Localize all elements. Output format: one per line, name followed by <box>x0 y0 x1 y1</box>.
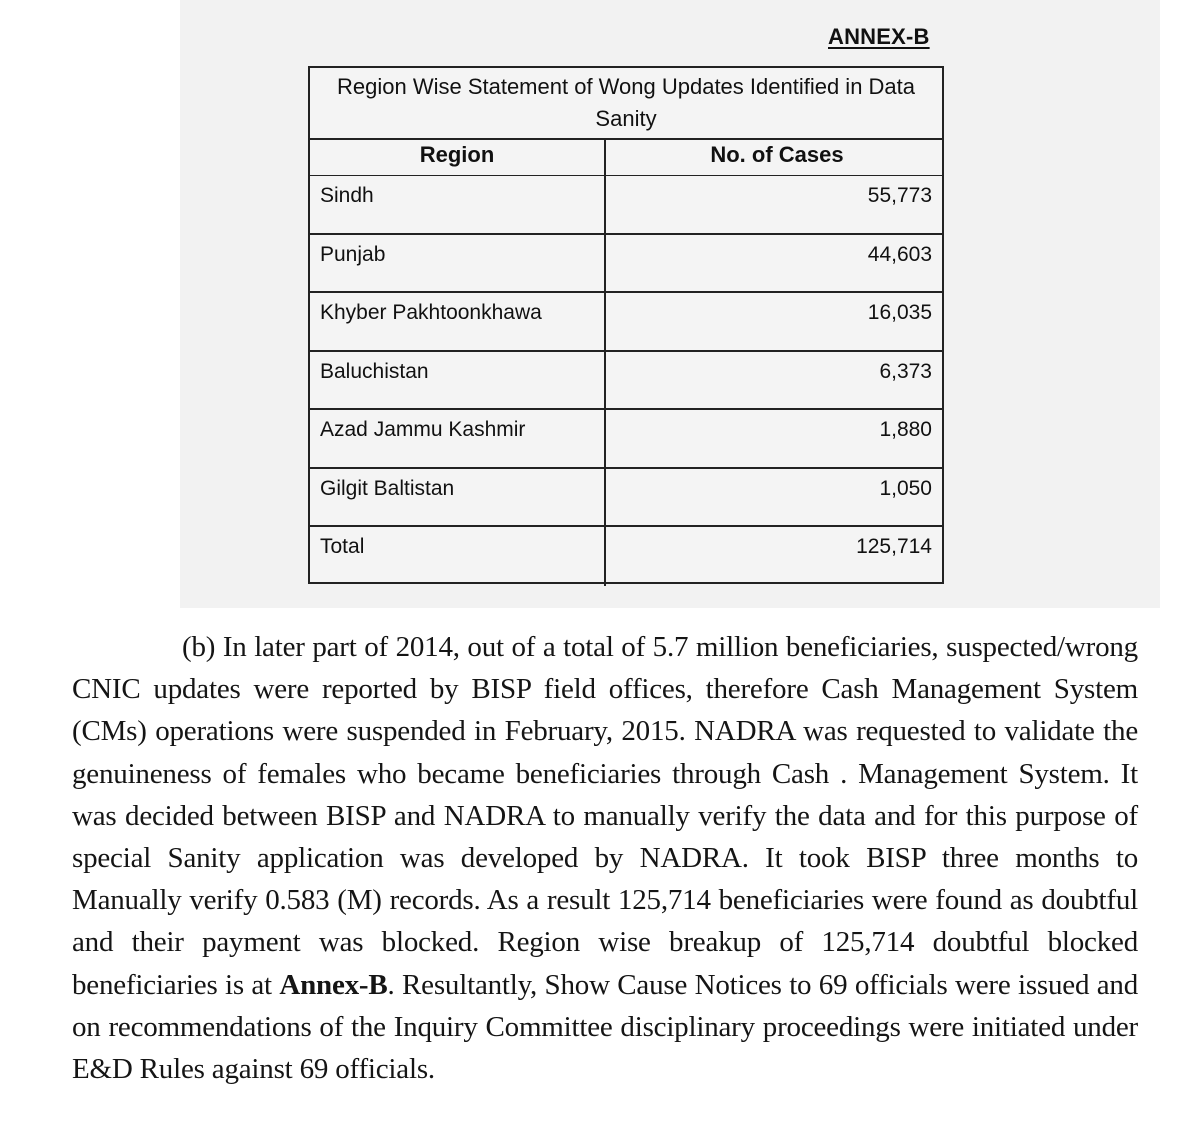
table-row <box>310 235 942 294</box>
table-row <box>310 469 942 528</box>
column-header-cases: No. of Cases <box>710 142 844 167</box>
paragraph-text-part2: . Resultantly, Show Cause Notices to 69 officials were issued and on recommendations of the Inquiry Committee disciplinary proceedings were initiated under E&D Rules against 69 officials. <box>72 968 1138 1086</box>
table-row <box>310 352 942 411</box>
annex-heading: ANNEX-B <box>828 24 930 49</box>
cases-cell: 16,035 <box>867 301 932 324</box>
cases-cell: 1,050 <box>879 476 932 500</box>
total-label-cell: Total <box>310 527 606 586</box>
region-cell: Khyber Pakhtoonkhawa <box>310 293 606 350</box>
cases-cell: 55,773 <box>867 184 932 207</box>
table-title: Region Wise Statement of Wong Updates Identified in Data Sanity <box>310 68 942 140</box>
region-cell: Punjab <box>310 235 606 292</box>
table-row <box>310 410 942 469</box>
cases-cell: 6,373 <box>879 359 932 383</box>
total-cases-cell: 125,714 <box>856 535 932 558</box>
region-cell: Sindh <box>310 176 606 233</box>
table-header-row <box>310 140 942 176</box>
region-table <box>308 66 944 584</box>
annex-reference: Annex-B <box>279 968 388 1001</box>
cases-cell: 44,603 <box>867 242 932 266</box>
paragraph-text-part1: In later part of 2014, out of a total of 5.7 million beneficiaries, suspected/wrong CNIC updates were reported by BISP field offices, therefore Cash Management System (CMs) operations were suspended in February, 2015. NADRA was requested to validate the genuineness of females who became beneficiaries through Cash . Management System. It was decided between BISP and NADRA to manually verify the data and for this purpose of special Sanity application was developed by NADRA. It took BISP three months to Manually verify 0.583 (M) records. As a result 125,714 beneficiaries were found as doubtful and their payment was blocked. Region wise breakup of 125,714 doubtful blocked beneficiaries is at <box>72 631 1138 1001</box>
body-paragraph <box>72 626 1138 1090</box>
region-cell: Gilgit Baltistan <box>310 469 606 526</box>
table-row <box>310 293 942 352</box>
table-row <box>310 176 942 235</box>
region-cell: Azad Jammu Kashmir <box>310 410 606 467</box>
cases-cell: 1,880 <box>879 418 932 441</box>
region-cell: Baluchistan <box>310 352 606 409</box>
column-header-region: Region <box>310 140 606 175</box>
paragraph-label: (b) <box>182 631 216 663</box>
table-row-total <box>310 527 942 586</box>
